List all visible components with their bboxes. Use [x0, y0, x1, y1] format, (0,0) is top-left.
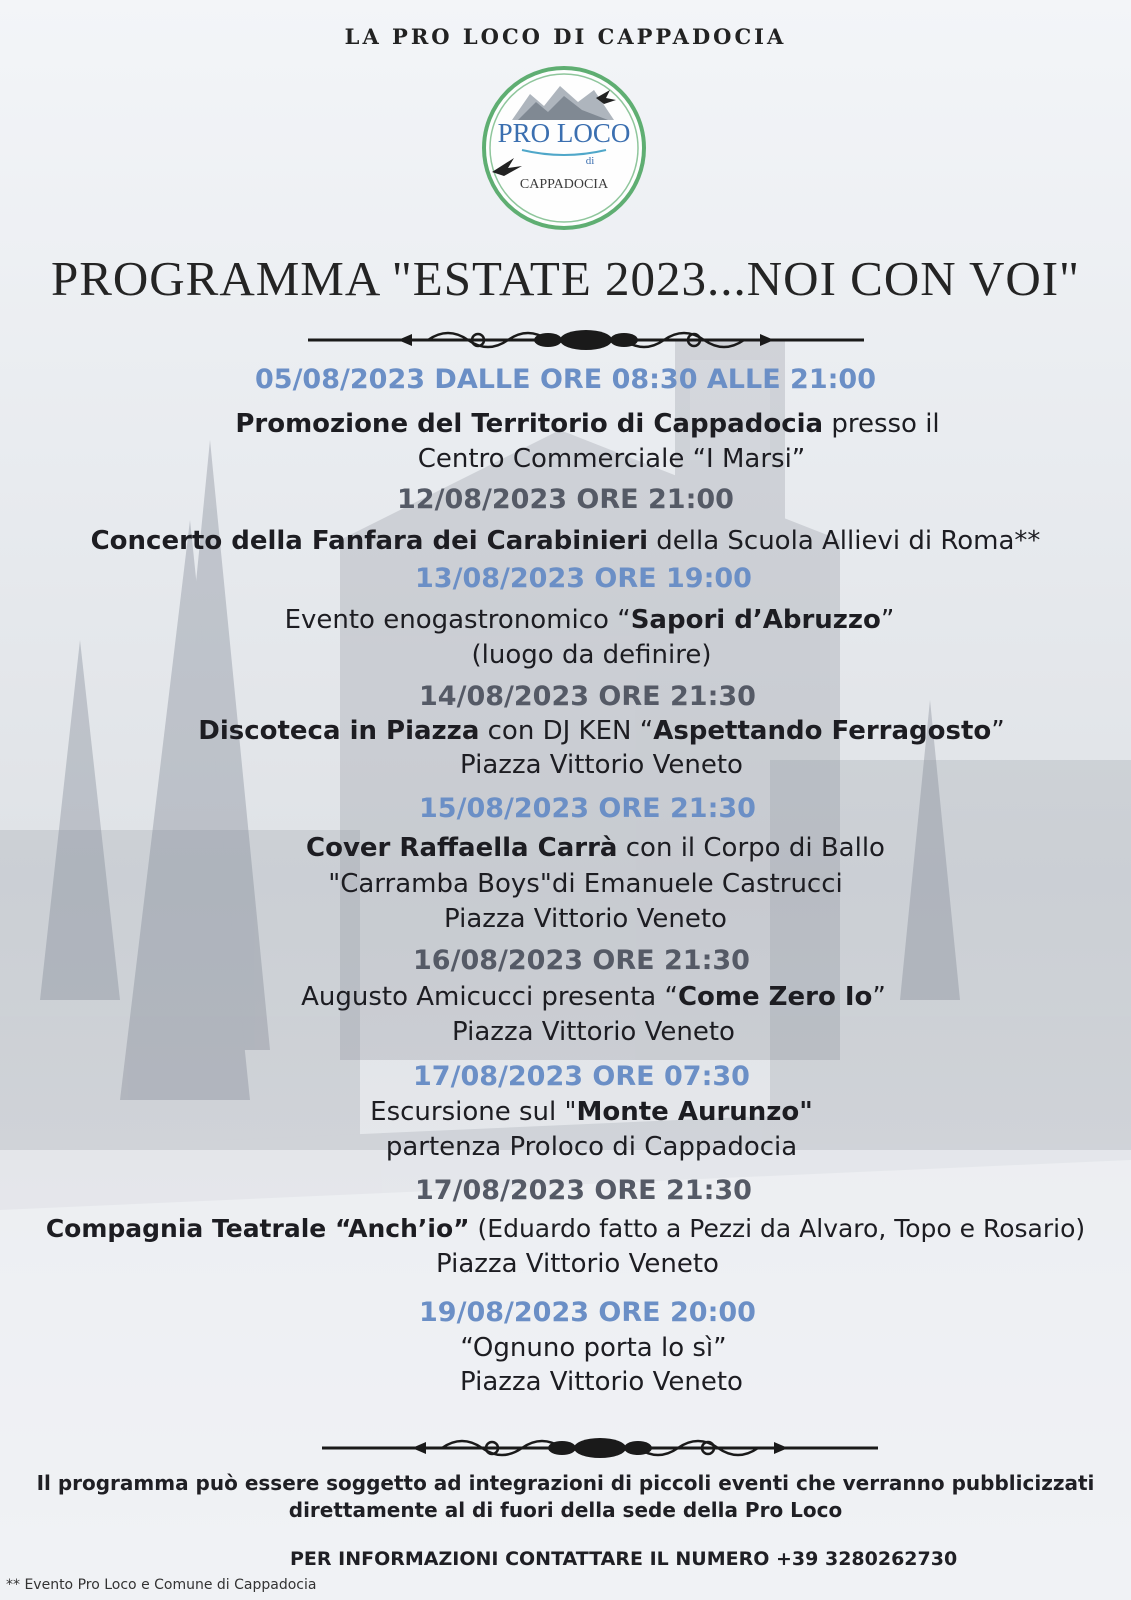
event-9-description: “Ognuno porta lo sì”: [460, 1333, 727, 1363]
logo-text-di: di: [585, 155, 595, 167]
event-5-date: 15/08/2023 ORE 21:30: [419, 793, 756, 824]
event-5-description: Cover Raffaella Carrà con il Corpo di Ballo: [306, 833, 885, 863]
event-1-description: Promozione del Territorio di Cappadocia presso il: [235, 409, 940, 439]
pro-loco-logo: [478, 62, 650, 234]
event-7-date: 17/08/2023 ORE 07:30: [413, 1061, 750, 1092]
footnote: ** Evento Pro Loco e Comune di Cappadocia: [6, 1577, 317, 1593]
event-5-location: Piazza Vittorio Veneto: [444, 904, 727, 934]
event-2-description: Concerto della Fanfara dei Carabinieri della Scuola Allievi di Roma**: [90, 526, 1041, 556]
event-1-date: 05/08/2023 DALLE ORE 08:30 ALLE 21:00: [255, 364, 876, 395]
event-8-location: Piazza Vittorio Veneto: [436, 1249, 719, 1279]
event-3-description: Evento enogastronomico “Sapori d’Abruzzo”: [284, 605, 895, 635]
page-title: PROGRAMMA "ESTATE 2023...NOI CON VOI": [50, 251, 1081, 306]
event-4-date: 14/08/2023 ORE 21:30: [419, 681, 756, 712]
event-3-date: 13/08/2023 ORE 19:00: [415, 563, 752, 594]
event-3-location: (luogo da definire): [471, 640, 712, 670]
ornament-divider-bottom: [322, 1433, 878, 1463]
event-8-date: 17/08/2023 ORE 21:30: [415, 1175, 752, 1206]
event-6-location: Piazza Vittorio Veneto: [452, 1017, 735, 1047]
program-note: [0, 1470, 1131, 1524]
contact-info: PER INFORMAZIONI CONTATTARE IL NUMERO +39 3280262730: [290, 1548, 958, 1570]
event-4-location: Piazza Vittorio Veneto: [460, 750, 743, 780]
event-6-description: Augusto Amicucci presenta “Come Zero Io”: [301, 982, 886, 1012]
event-7-location: partenza Proloco di Cappadocia: [385, 1132, 798, 1162]
logo-text-pro-loco: PRO LOCO: [497, 118, 631, 148]
program-note-line-2: direttamente al di fuori della sede della Pro Loco: [288, 1498, 843, 1522]
event-1-location: Centro Commerciale “I Marsi”: [417, 444, 806, 474]
event-9-location: Piazza Vittorio Veneto: [460, 1367, 743, 1397]
event-7-description: Escursione sul "Monte Aurunzo": [370, 1097, 813, 1127]
event-5-detail: "Carramba Boys"di Emanuele Castrucci: [328, 869, 843, 899]
logo-text-cappadocia: CAPPADOCIA: [519, 177, 609, 192]
event-9-date: 19/08/2023 ORE 20:00: [419, 1297, 756, 1328]
organization-name: LA PRO LOCO DI CAPPADOCIA: [344, 24, 787, 49]
event-4-description: Discoteca in Piazza con DJ KEN “Aspettando Ferragosto”: [198, 716, 1005, 746]
event-8-description: Compagnia Teatrale “Anch’io” (Eduardo fatto a Pezzi da Alvaro, Topo e Rosario): [45, 1214, 1086, 1243]
event-2-date: 12/08/2023 ORE 21:00: [397, 484, 734, 515]
ornament-divider-top: [308, 325, 864, 355]
program-note-line-1: Il programma può essere soggetto ad integrazioni di piccoli eventi che verranno pubblicizzati: [36, 1471, 1095, 1495]
event-6-date: 16/08/2023 ORE 21:30: [413, 945, 750, 976]
